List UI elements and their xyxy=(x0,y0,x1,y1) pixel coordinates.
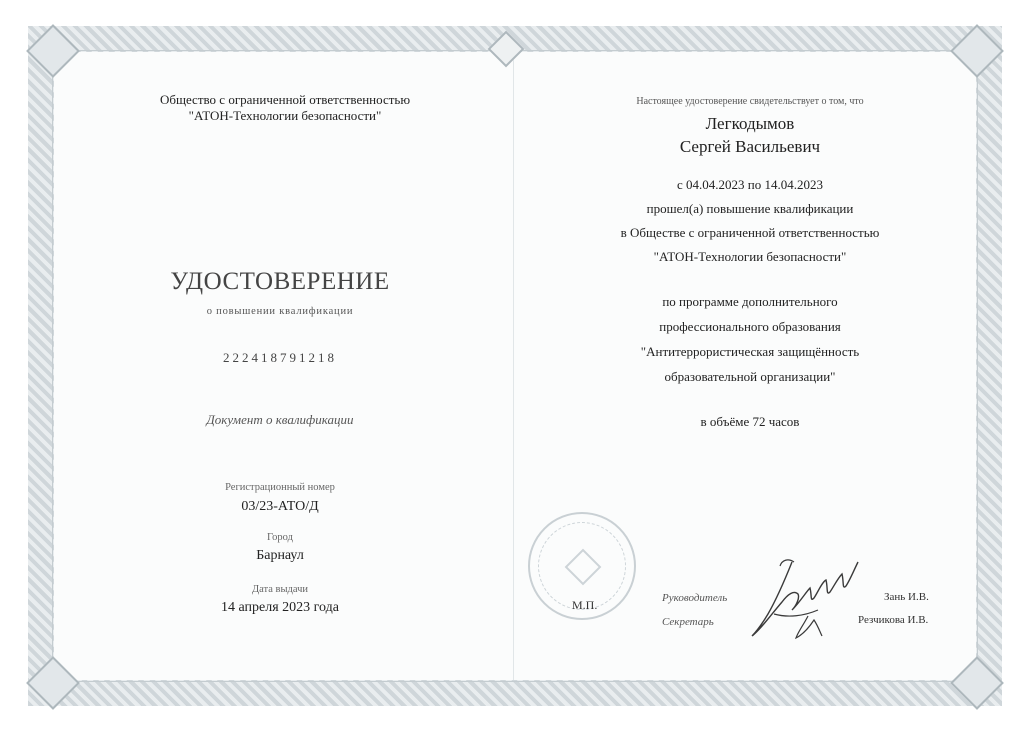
training-period: с 04.04.2023 по 14.04.2023 xyxy=(677,177,823,192)
certificate-intro: Настоящее удостоверение свидетельствует о том, что xyxy=(636,96,864,107)
issuer-line-2: "АТОН-Технологии безопасности" xyxy=(188,108,382,123)
training-organization-name: "АТОН-Технологии безопасности" xyxy=(653,249,847,264)
registration-label: Регистрационный номер xyxy=(225,482,335,493)
program-line-3: "Антитеррористическая защищённость xyxy=(640,344,860,359)
head-name: Зань И.В. xyxy=(884,591,929,603)
head-role: Руководитель xyxy=(662,592,728,604)
city-label: Город xyxy=(267,532,293,543)
seal-emblem xyxy=(565,549,602,586)
handwritten-signature xyxy=(748,552,878,644)
training-organization-prefix: в Обществе с ограниченной ответственностью xyxy=(620,225,880,240)
issue-date-label: Дата выдачи xyxy=(251,584,309,595)
registration-number: 03/23-АТО/Д xyxy=(241,499,319,514)
document-subtitle: о повышении квалификации xyxy=(206,306,354,317)
document-number: 222418791218 xyxy=(223,350,337,365)
document-title: УДОСТОВЕРЕНИЕ xyxy=(170,268,390,295)
city-value: Барнаул xyxy=(256,548,304,563)
fold-line xyxy=(513,60,514,680)
issuer-organization xyxy=(120,92,450,124)
program-line-1: по программе дополнительного xyxy=(662,294,838,309)
holder-surname: Легкодымов xyxy=(705,114,795,133)
training-hours: в объёме 72 часов xyxy=(700,414,800,429)
training-status: прошел(а) повышение квалификации xyxy=(646,201,854,216)
program-line-4: образовательной организации" xyxy=(664,369,836,384)
issuer-line-1: Общество с ограниченной ответственностью xyxy=(159,92,411,107)
holder-given-names: Сергей Васильевич xyxy=(679,137,821,156)
document-type: Документ о квалификации xyxy=(206,412,354,427)
secretary-role: Секретарь xyxy=(662,616,714,628)
seal-place-label: М.П. xyxy=(572,598,598,612)
secretary-name: Резчикова И.В. xyxy=(858,614,929,626)
program-line-2: профессионального образования xyxy=(659,319,841,334)
issue-date-value: 14 апреля 2023 года xyxy=(221,600,339,615)
